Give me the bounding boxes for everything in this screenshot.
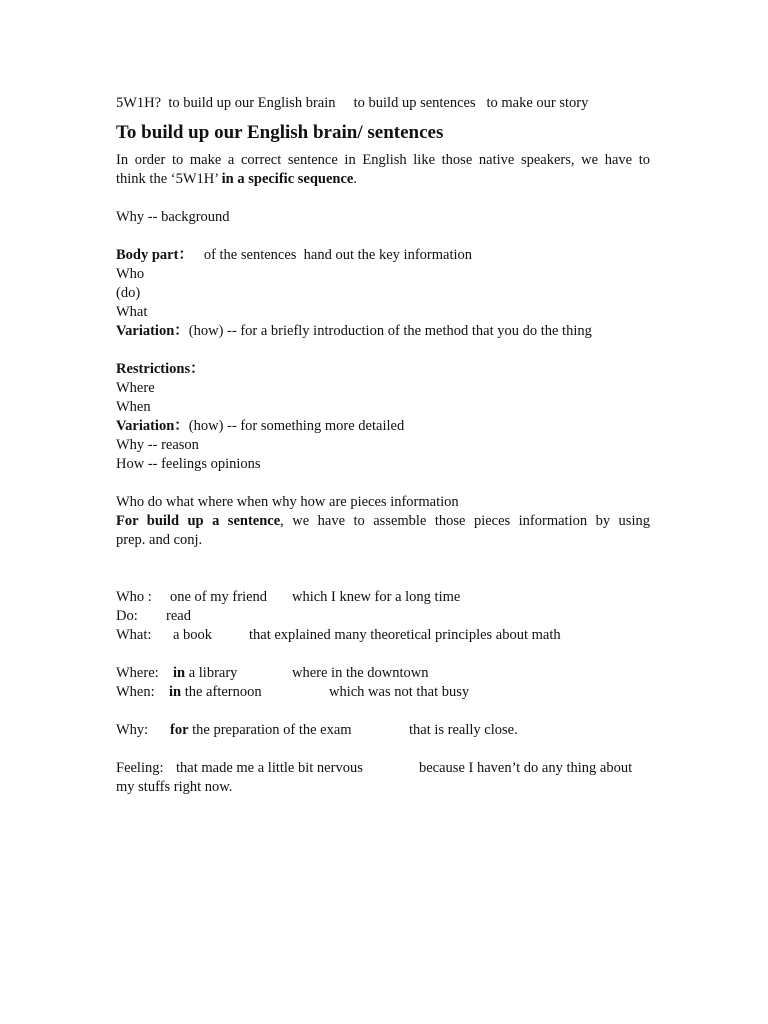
example-where-value [173, 664, 237, 683]
body-part-line [116, 246, 472, 265]
page-title: To build up our English brain/ sentences [116, 122, 444, 143]
example-when-clause: which was not that busy [329, 684, 470, 700]
variation-text: (how) -- for a briefly introduction of the method that you do the thing [188, 323, 592, 339]
build-line-1 [116, 512, 650, 531]
variation-line-1 [116, 322, 592, 341]
build-text: , we have to assemble those pieces information by using [280, 513, 650, 529]
example-feeling-value: that made me a little bit nervous [176, 760, 363, 776]
intro-period: . [353, 171, 357, 187]
restrictions-label: Restrictions： [116, 361, 205, 377]
why-text: the preparation of the exam [188, 722, 352, 738]
body-part-text: of the sentences hand out the key information [192, 247, 473, 263]
variation-label: Variation： [116, 418, 189, 434]
example-feeling-label: Feeling: [116, 760, 164, 776]
example-do-value: read [166, 608, 191, 624]
example-who-label: Who : [116, 589, 152, 605]
top-line: 5W1H? to build up our English brain to build up sentences to make our story [116, 95, 589, 111]
example-why-value [170, 721, 352, 740]
do-line: (do) [116, 285, 141, 301]
example-what-label: What: [116, 627, 152, 643]
example-what-clause: that explained many theoretical principles about math [249, 627, 561, 643]
build-emphasis: For build up a sentence [116, 513, 281, 529]
example-where-clause: where in the downtown [292, 665, 429, 681]
where-line: Where [116, 380, 155, 396]
variation-line-2 [116, 417, 404, 436]
intro-text: think the ‘5W1H’ [116, 171, 222, 187]
when-preposition: in [169, 684, 182, 700]
intro-emphasis: in a specific sequence [221, 171, 354, 187]
variation-label: Variation： [116, 323, 189, 339]
how-feelings-line: How -- feelings opinions [116, 456, 261, 472]
why-reason-line: Why -- reason [116, 437, 199, 453]
build-line-2: prep. and conj. [116, 532, 203, 548]
variation-text: (how) -- for something more detailed [188, 418, 405, 434]
who-line: Who [116, 266, 145, 282]
example-why-label: Why: [116, 722, 149, 738]
example-feeling-line-2: my stuffs right now. [116, 779, 233, 795]
example-do-label: Do: [116, 608, 138, 624]
where-preposition: in [173, 665, 186, 681]
body-part-label: Body part： [116, 247, 193, 263]
example-what-value: a book [173, 627, 213, 643]
intro-line-1: In order to make a correct sentence in English like those native speakers, we have to [116, 152, 650, 168]
pieces-line: Who do what where when why how are pieces information [116, 494, 459, 510]
restrictions-heading [116, 360, 205, 379]
when-text: the afternoon [181, 684, 262, 700]
why-background: Why -- background [116, 209, 230, 225]
example-who-clause: which I knew for a long time [292, 589, 461, 605]
when-line: When [116, 399, 151, 415]
what-line: What [116, 304, 148, 320]
example-where-label: Where: [116, 665, 159, 681]
why-preposition: for [170, 722, 189, 738]
example-when-value [169, 683, 262, 702]
example-why-clause: that is really close. [409, 722, 518, 738]
where-text: a library [185, 665, 238, 681]
example-who-value: one of my friend [170, 589, 268, 605]
example-when-label: When: [116, 684, 155, 700]
intro-line-2 [116, 170, 357, 189]
example-feeling-clause: because I haven’t do any thing about [419, 760, 633, 776]
